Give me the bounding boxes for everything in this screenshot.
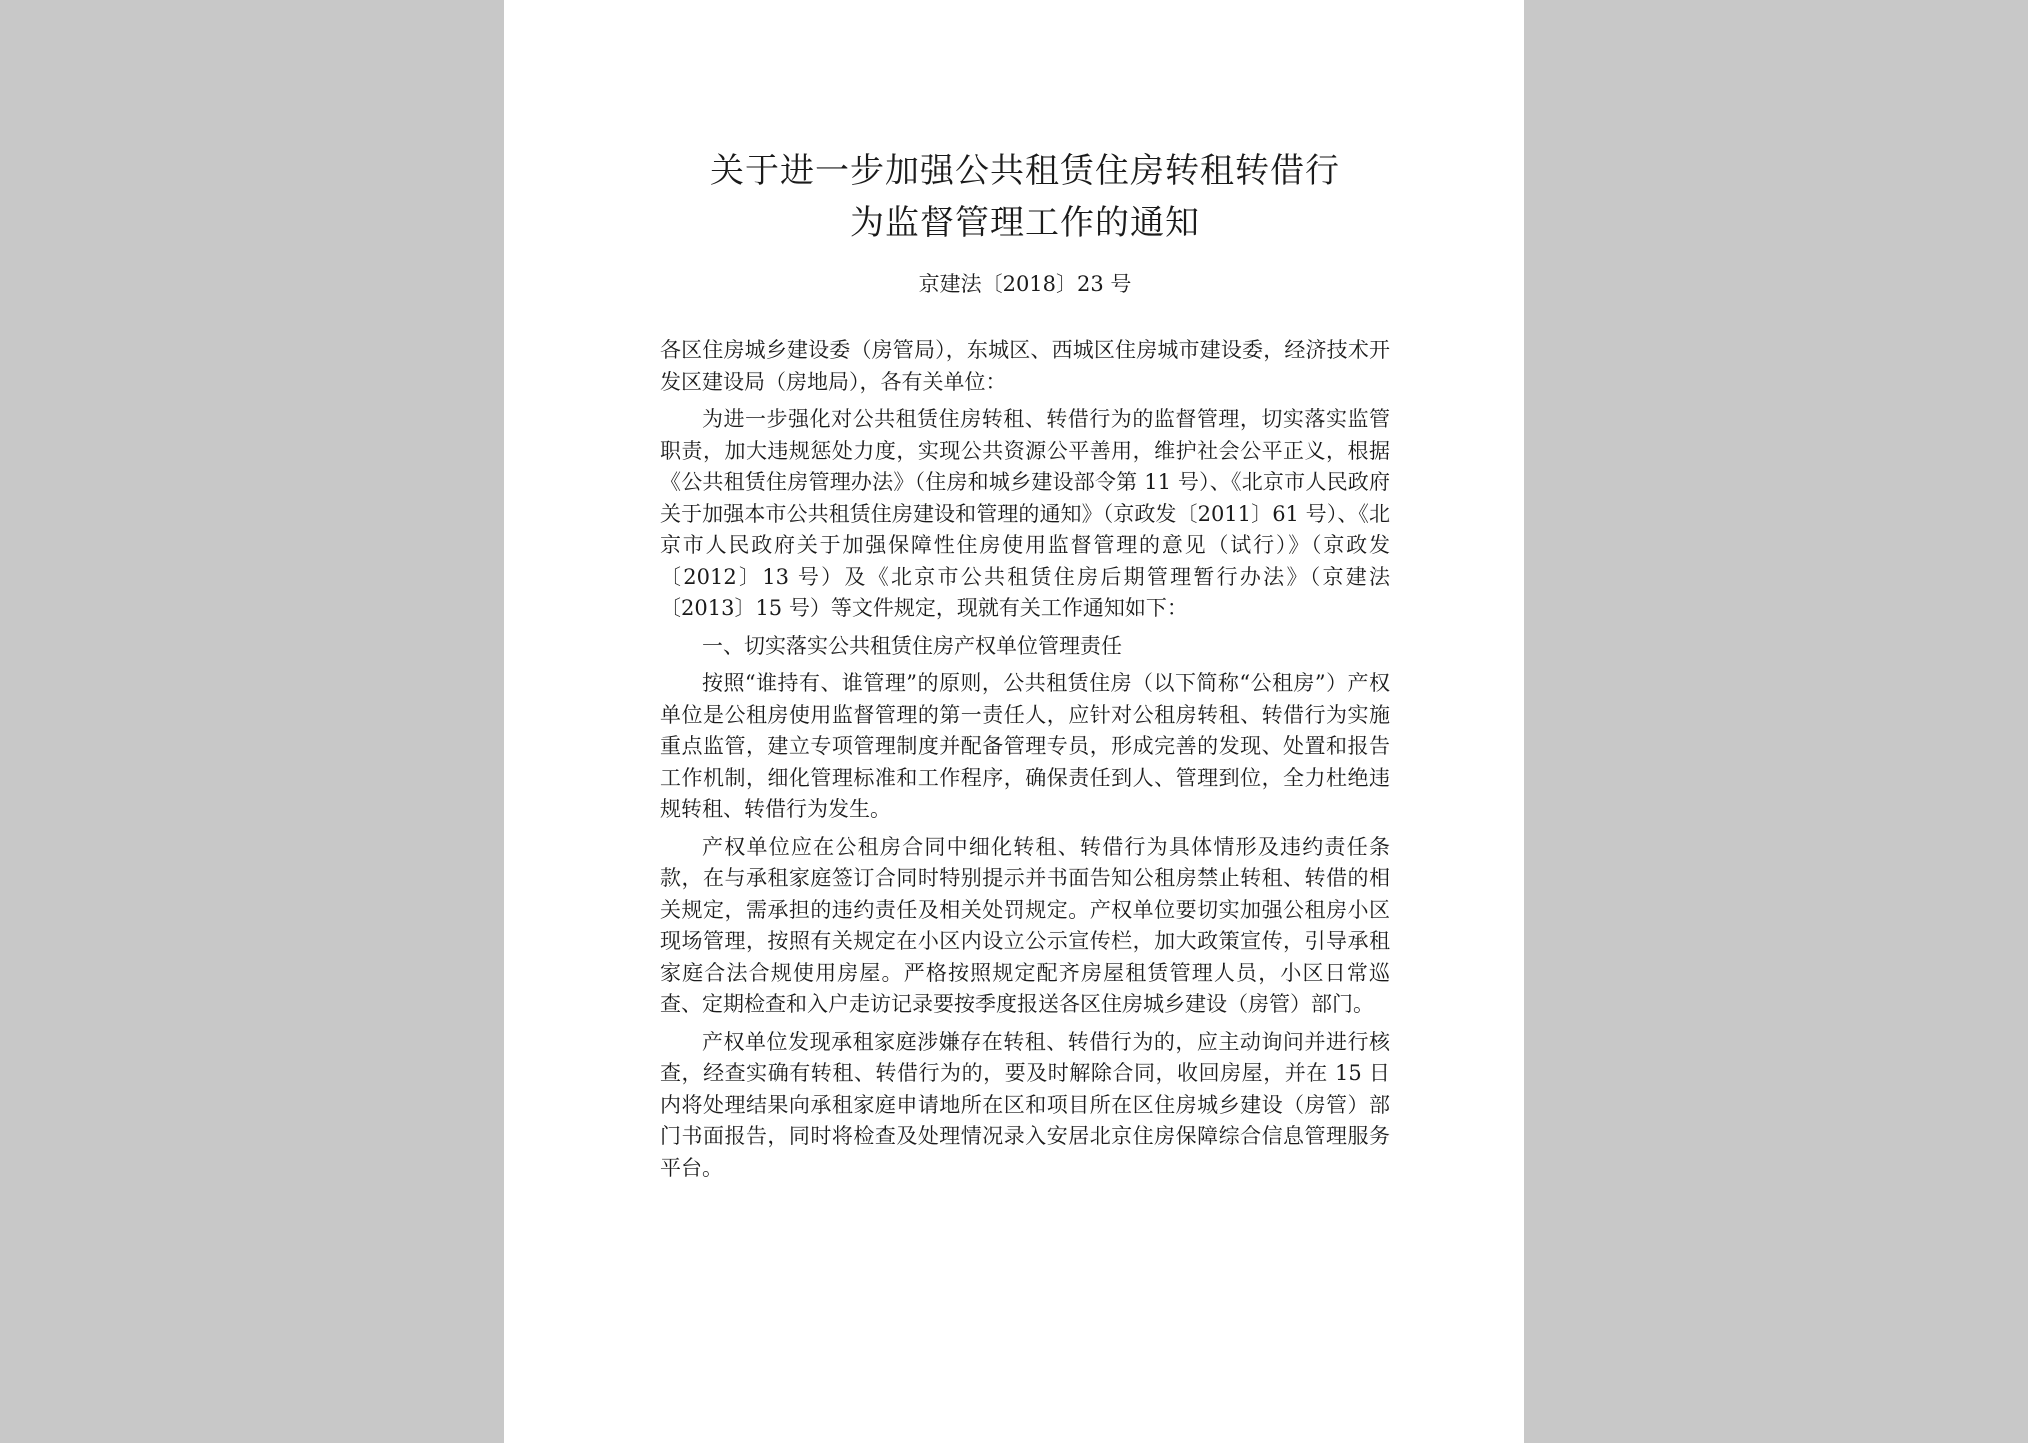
body-paragraph: 产权单位发现承租家庭涉嫌存在转租、转借行为的，应主动询问并进行核查，经查实确有转租、转借行为的，要及时解除合同，收回房屋，并在 15 日内将处理结果向承租家庭申请地所在区和项目所在区住房城乡建设（房管）部门书面报告，同时将检查及处理情况录入安居北京住房保障综合信息管理服务平台。 <box>660 1029 1390 1180</box>
body-paragraph: 按照“谁持有、谁管理”的原则，公共租赁住房（以下简称“公租房”）产权单位是公租房使用监督管理的第一责任人，应针对公租房转租、转借行为实施重点监管，建立专项管理制度并配备管理专员，形成完善的发现、处置和报告工作机制，细化管理标准和工作程序，确保责任到人、管理到位，全力杜绝违规转租、转借行为发生。 <box>660 671 1390 821</box>
document-title <box>660 145 1390 249</box>
document-page <box>504 0 1524 1443</box>
title-line-1: 关于进一步加强公共租赁住房转租转借行 <box>710 151 1340 191</box>
body-paragraph: 产权单位应在公租房合同中细化转租、转借行为具体情形及违约责任条款，在与承租家庭签订合同时特别提示并书面告知公租房禁止转租、转借的相关规定，需承担的违约责任及相关处罚规定。产权单位要切实加强公租房小区现场管理，按照有关规定在小区内设立公示宣传栏，加大政策宣传，引导承租家庭合法合规使用房屋。严格按照规定配齐房屋租赁管理人员，小区日常巡查、定期检查和入户走访记录要按季度报送各区住房城乡建设（房管）部门。 <box>660 834 1390 1016</box>
title-line-2: 为监督管理工作的通知 <box>850 203 1200 243</box>
intro-paragraph: 为进一步强化对公共租赁住房转租、转借行为的监督管理，切实落实监管职责，加大违规惩处力度，实现公共资源公平善用，维护社会公平正义，根据《公共租赁住房管理办法》（住房和城乡建设部令第 11 号）、《北京市人民政府关于加强本市公共租赁住房建设和管理的通知》（京政发〔2011〕61 号）、《北京市人民政府关于加强保障性住房使用监督管理的意见（试行）》（京政发〔2012〕13 号）及《北京市公共租赁住房后期管理暂行办法》（京建法〔2013〕15 号）等文件规定，现就有关工作通知如下： <box>660 407 1390 620</box>
document-number: 京建法〔2018〕23 号 <box>918 272 1132 296</box>
document-body <box>660 145 1390 1190</box>
section-heading-1: 一、切实落实公共租赁住房产权单位管理责任 <box>702 633 1122 658</box>
addressee-paragraph: 各区住房城乡建设委（房管局），东城区、西城区住房城市建设委，经济技术开发区建设局（房地局），各有关单位： <box>660 338 1390 394</box>
